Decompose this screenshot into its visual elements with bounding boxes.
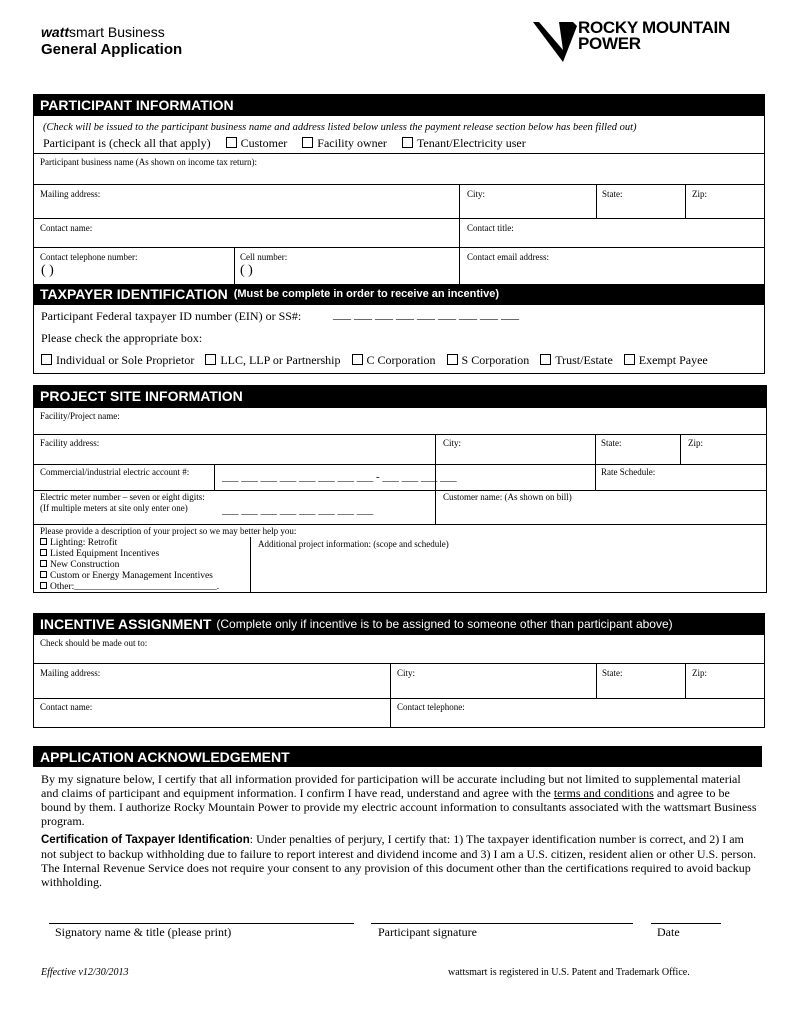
individual-checkbox[interactable]: Individual or Sole Proprietor [41, 353, 194, 367]
brand-name: wattsmart Business [41, 24, 165, 40]
taxpayer-certification-paragraph: Certification of Taxpayer Identification: Under penalties of perjury, I certify that: 1) The taxpayer identification number is correct, and 2) I am not subject to backup withholding due to failure to report interest and dividend income and 3) I am a U.S. citizen, resident alien or other U.S. person. The Internal Revenue Service does not require your consent to any provision of this document other than the certifications required to avoid backup withholding. [41, 832, 757, 889]
taxpayer-section-header: TAXPAYER IDENTIFICATION (Must be complete in order to receive an incentive) [33, 284, 765, 304]
date-label: Date [657, 925, 680, 939]
assignment-box [33, 634, 765, 728]
business-name-field[interactable]: Participant business name (As shown on income tax return): [40, 157, 257, 167]
ein-label: Participant Federal taxpayer ID number (EIN) or SS#: [41, 309, 302, 323]
account-number-blanks[interactable]: ___ ___ ___ ___ ___ ___ ___ ___ - ___ ___ ___ ___ [222, 471, 457, 483]
participant-type-row [43, 136, 526, 151]
signatory-name-line[interactable] [49, 923, 354, 924]
assignment-zip-field[interactable]: Zip: [692, 668, 707, 678]
assignment-section-header: INCENTIVE ASSIGNMENT (Complete only if incentive is to be assigned to someone other than participant above) [33, 613, 765, 634]
project-state-field[interactable]: State: [601, 438, 622, 448]
lighting-retrofit-checkbox[interactable]: Lighting: Retrofit [40, 538, 219, 549]
additional-info-field[interactable]: Additional project information: (scope and schedule) [258, 539, 449, 549]
check-payee-field[interactable]: Check should be made out to: [40, 638, 148, 648]
city-field[interactable]: City: [467, 189, 486, 199]
logo-wordmark: ROCKY MOUNTAIN POWER [578, 18, 730, 53]
contact-phone-field[interactable]: Contact telephone number: [40, 252, 138, 262]
trademark-notice: wattsmart is registered in U.S. Patent and Trademark Office. [448, 967, 690, 978]
assignment-contact-name-field[interactable]: Contact name: [40, 702, 93, 712]
customer-checkbox[interactable]: Customer [226, 136, 288, 150]
terms-and-conditions-link[interactable]: terms and conditions [553, 786, 654, 800]
contact-phone-area: ( ) [41, 263, 54, 278]
mailing-address-field[interactable]: Mailing address: [40, 189, 101, 199]
custom-energy-checkbox[interactable]: Custom or Energy Management Incentives [40, 571, 219, 582]
acknowledgement-section-header: APPLICATION ACKNOWLEDGEMENT [33, 746, 762, 767]
assignment-contact-phone-field[interactable]: Contact telephone: [397, 702, 465, 712]
assignment-state-field[interactable]: State: [602, 668, 623, 678]
meter-number-blanks[interactable]: ___ ___ ___ ___ ___ ___ ___ ___ [222, 504, 374, 516]
facility-owner-checkbox[interactable]: Facility owner [302, 136, 387, 150]
project-type-list [40, 538, 219, 593]
rate-schedule-field[interactable]: Rate Schedule: [601, 467, 656, 477]
participant-note: (Check will be issued to the participant business name and address listed below unless the payment release section below has been filled out) [43, 122, 637, 133]
assignment-city-field[interactable]: City: [397, 668, 416, 678]
check-box-label: Please check the appropriate box: [41, 331, 203, 345]
project-zip-field[interactable]: Zip: [688, 438, 703, 448]
c-corp-checkbox[interactable]: C Corporation [352, 353, 436, 367]
exempt-payee-checkbox[interactable]: Exempt Payee [624, 353, 708, 367]
state-field[interactable]: State: [602, 189, 623, 199]
zip-field[interactable]: Zip: [692, 189, 707, 199]
project-description-label: Please provide a description of your project so we may better help you: [40, 526, 297, 536]
participant-signature-label: Participant signature [378, 925, 477, 939]
signatory-name-label: Signatory name & title (please print) [55, 925, 232, 939]
account-number-label: Commercial/industrial electric account #: [40, 467, 190, 477]
meter-number-label: Electric meter number – seven or eight digits: (If multiple meters at site only enter one) [40, 492, 205, 513]
new-construction-checkbox[interactable]: New Construction [40, 560, 219, 571]
participant-section-header: PARTICIPANT INFORMATION [33, 94, 765, 115]
date-line[interactable] [651, 923, 721, 924]
effective-date: Effective v12/30/2013 [41, 967, 129, 978]
project-section-header: PROJECT SITE INFORMATION [33, 385, 767, 407]
facility-name-field[interactable]: Facility/Project name: [40, 411, 120, 421]
entity-type-row [41, 353, 708, 368]
project-city-field[interactable]: City: [443, 438, 462, 448]
form-title: General Application [41, 41, 183, 58]
tenant-checkbox[interactable]: Tenant/Electricity user [402, 136, 526, 150]
cell-number-field[interactable]: Cell number: [240, 252, 288, 262]
listed-equipment-checkbox[interactable]: Listed Equipment Incentives [40, 549, 219, 560]
customer-name-field[interactable]: Customer name: (As shown on bill) [443, 492, 572, 502]
s-corp-checkbox[interactable]: S Corporation [447, 353, 530, 367]
trust-estate-checkbox[interactable]: Trust/Estate [540, 353, 613, 367]
acknowledgement-paragraph: By my signature below, I certify that all information provided for participation will be accurate including but not limited to supplemental material and claims of participant and equipment information. I confirm I have read, understand and agree with the terms and conditions and agree to be bound by them. I authorize Rocky Mountain Power to provide my electric account information to consultants associated with the wattsmart Business program. [41, 772, 757, 828]
assignment-mailing-field[interactable]: Mailing address: [40, 668, 101, 678]
other-checkbox[interactable]: Other:______________________________. [40, 582, 219, 593]
contact-title-field[interactable]: Contact title: [467, 223, 514, 233]
ein-blanks[interactable]: ___ ___ ___ ___ ___ ___ ___ ___ ___ [333, 307, 519, 321]
contact-name-field[interactable]: Contact name: [40, 223, 93, 233]
facility-address-field[interactable]: Facility address: [40, 438, 100, 448]
cell-area: ( ) [240, 263, 253, 278]
participant-type-label: Participant is (check all that apply) [43, 136, 211, 150]
participant-signature-line[interactable] [371, 923, 633, 924]
email-field[interactable]: Contact email address: [467, 252, 549, 262]
llc-checkbox[interactable]: LLC, LLP or Partnership [205, 353, 340, 367]
